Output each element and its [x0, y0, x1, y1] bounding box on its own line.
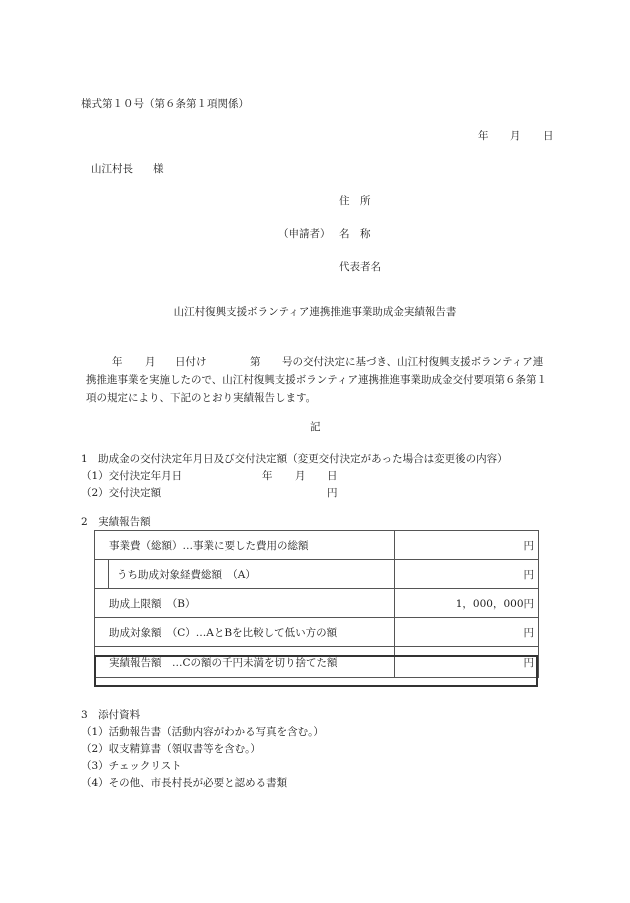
ki-marker: 記: [310, 421, 321, 433]
applicant-address-label: 住 所: [339, 195, 371, 207]
table-row: [95, 618, 539, 647]
body-paragraph: 号の交付決定に基づき、山江村復興支援ボランティア連携推進事業を実施したので、山江村復興支援ボランティア連携推進事業助成金交付要項第６条第１項の規定により、下記のとおり実績報告します。: [86, 356, 547, 404]
row-eligible-cost-label: うち助成対象経費総額 （A）: [109, 560, 395, 589]
body-year: 年: [112, 356, 123, 368]
row-upper-limit-amount: 1，000，000円: [395, 589, 539, 618]
section3-heading: 3 添付資料: [81, 709, 141, 721]
applicant-representative-label: 代表者名: [339, 261, 381, 273]
applicant-tag: （申請者）: [278, 228, 331, 240]
table-row: [95, 647, 539, 678]
report-amount-table: [94, 530, 539, 678]
addressee-honorific: 様: [153, 163, 164, 175]
section1-item2-yen: 円: [327, 487, 338, 499]
attachment-item: （3）チェックリスト: [81, 760, 182, 772]
row-subsidy-target-label: 助成対象額 （C）…AとBを比較して低い方の額: [95, 618, 395, 647]
section1-item1-label: （1）交付決定年月日: [81, 470, 183, 482]
table-row: [95, 531, 539, 560]
date-day-label: 日: [543, 130, 554, 142]
row-report-amount-amount: 円: [395, 647, 539, 678]
row-eligible-cost-indent: [95, 560, 109, 589]
section1-item1-year: 年: [262, 470, 273, 482]
addressee: 山江村長: [91, 163, 133, 175]
form-number: 様式第１０号（第６条第１項関係）: [81, 98, 249, 110]
attachment-item: （4）その他、市長村長が必要と認める書類: [81, 777, 288, 789]
section1-item1-day: 日: [327, 470, 338, 482]
body-month: 月: [145, 356, 156, 368]
table-row: [95, 589, 539, 618]
row-upper-limit-label: 助成上限額 （B）: [95, 589, 395, 618]
row-total-cost-label: 事業費（総額）…事業に要した費用の総額: [95, 531, 395, 560]
attachment-item: （1）活動報告書（活動内容がわかる写真を含む。）: [81, 726, 324, 738]
body-day-dated: 日付け: [175, 356, 207, 368]
attachment-item: （2）収支精算書（領収書等を含む。）: [81, 743, 261, 755]
row-subsidy-target-amount: 円: [395, 618, 539, 647]
row-report-amount-label: 実績報告額 …Cの額の千円未満を切り捨てた額: [95, 647, 395, 678]
date-month-label: 月: [510, 130, 521, 142]
section1-item2-label: （2）交付決定額: [81, 487, 162, 499]
document-title: 山江村復興支援ボランティア連携推進事業助成金実績報告書: [173, 306, 457, 318]
date-year-label: 年: [478, 130, 489, 142]
row-eligible-cost-amount: 円: [395, 560, 539, 589]
body-number-prefix: 第: [250, 356, 261, 368]
applicant-name-label: 名 称: [339, 228, 371, 240]
table-row: [95, 560, 539, 589]
section1-item1-month: 月: [295, 470, 306, 482]
section1-heading: 1 助成金の交付決定年月日及び交付決定額（変更交付決定があった場合は変更後の内容）: [81, 453, 508, 465]
row-total-cost-amount: 円: [395, 531, 539, 560]
section2-heading: 2 実績報告額: [81, 516, 151, 528]
